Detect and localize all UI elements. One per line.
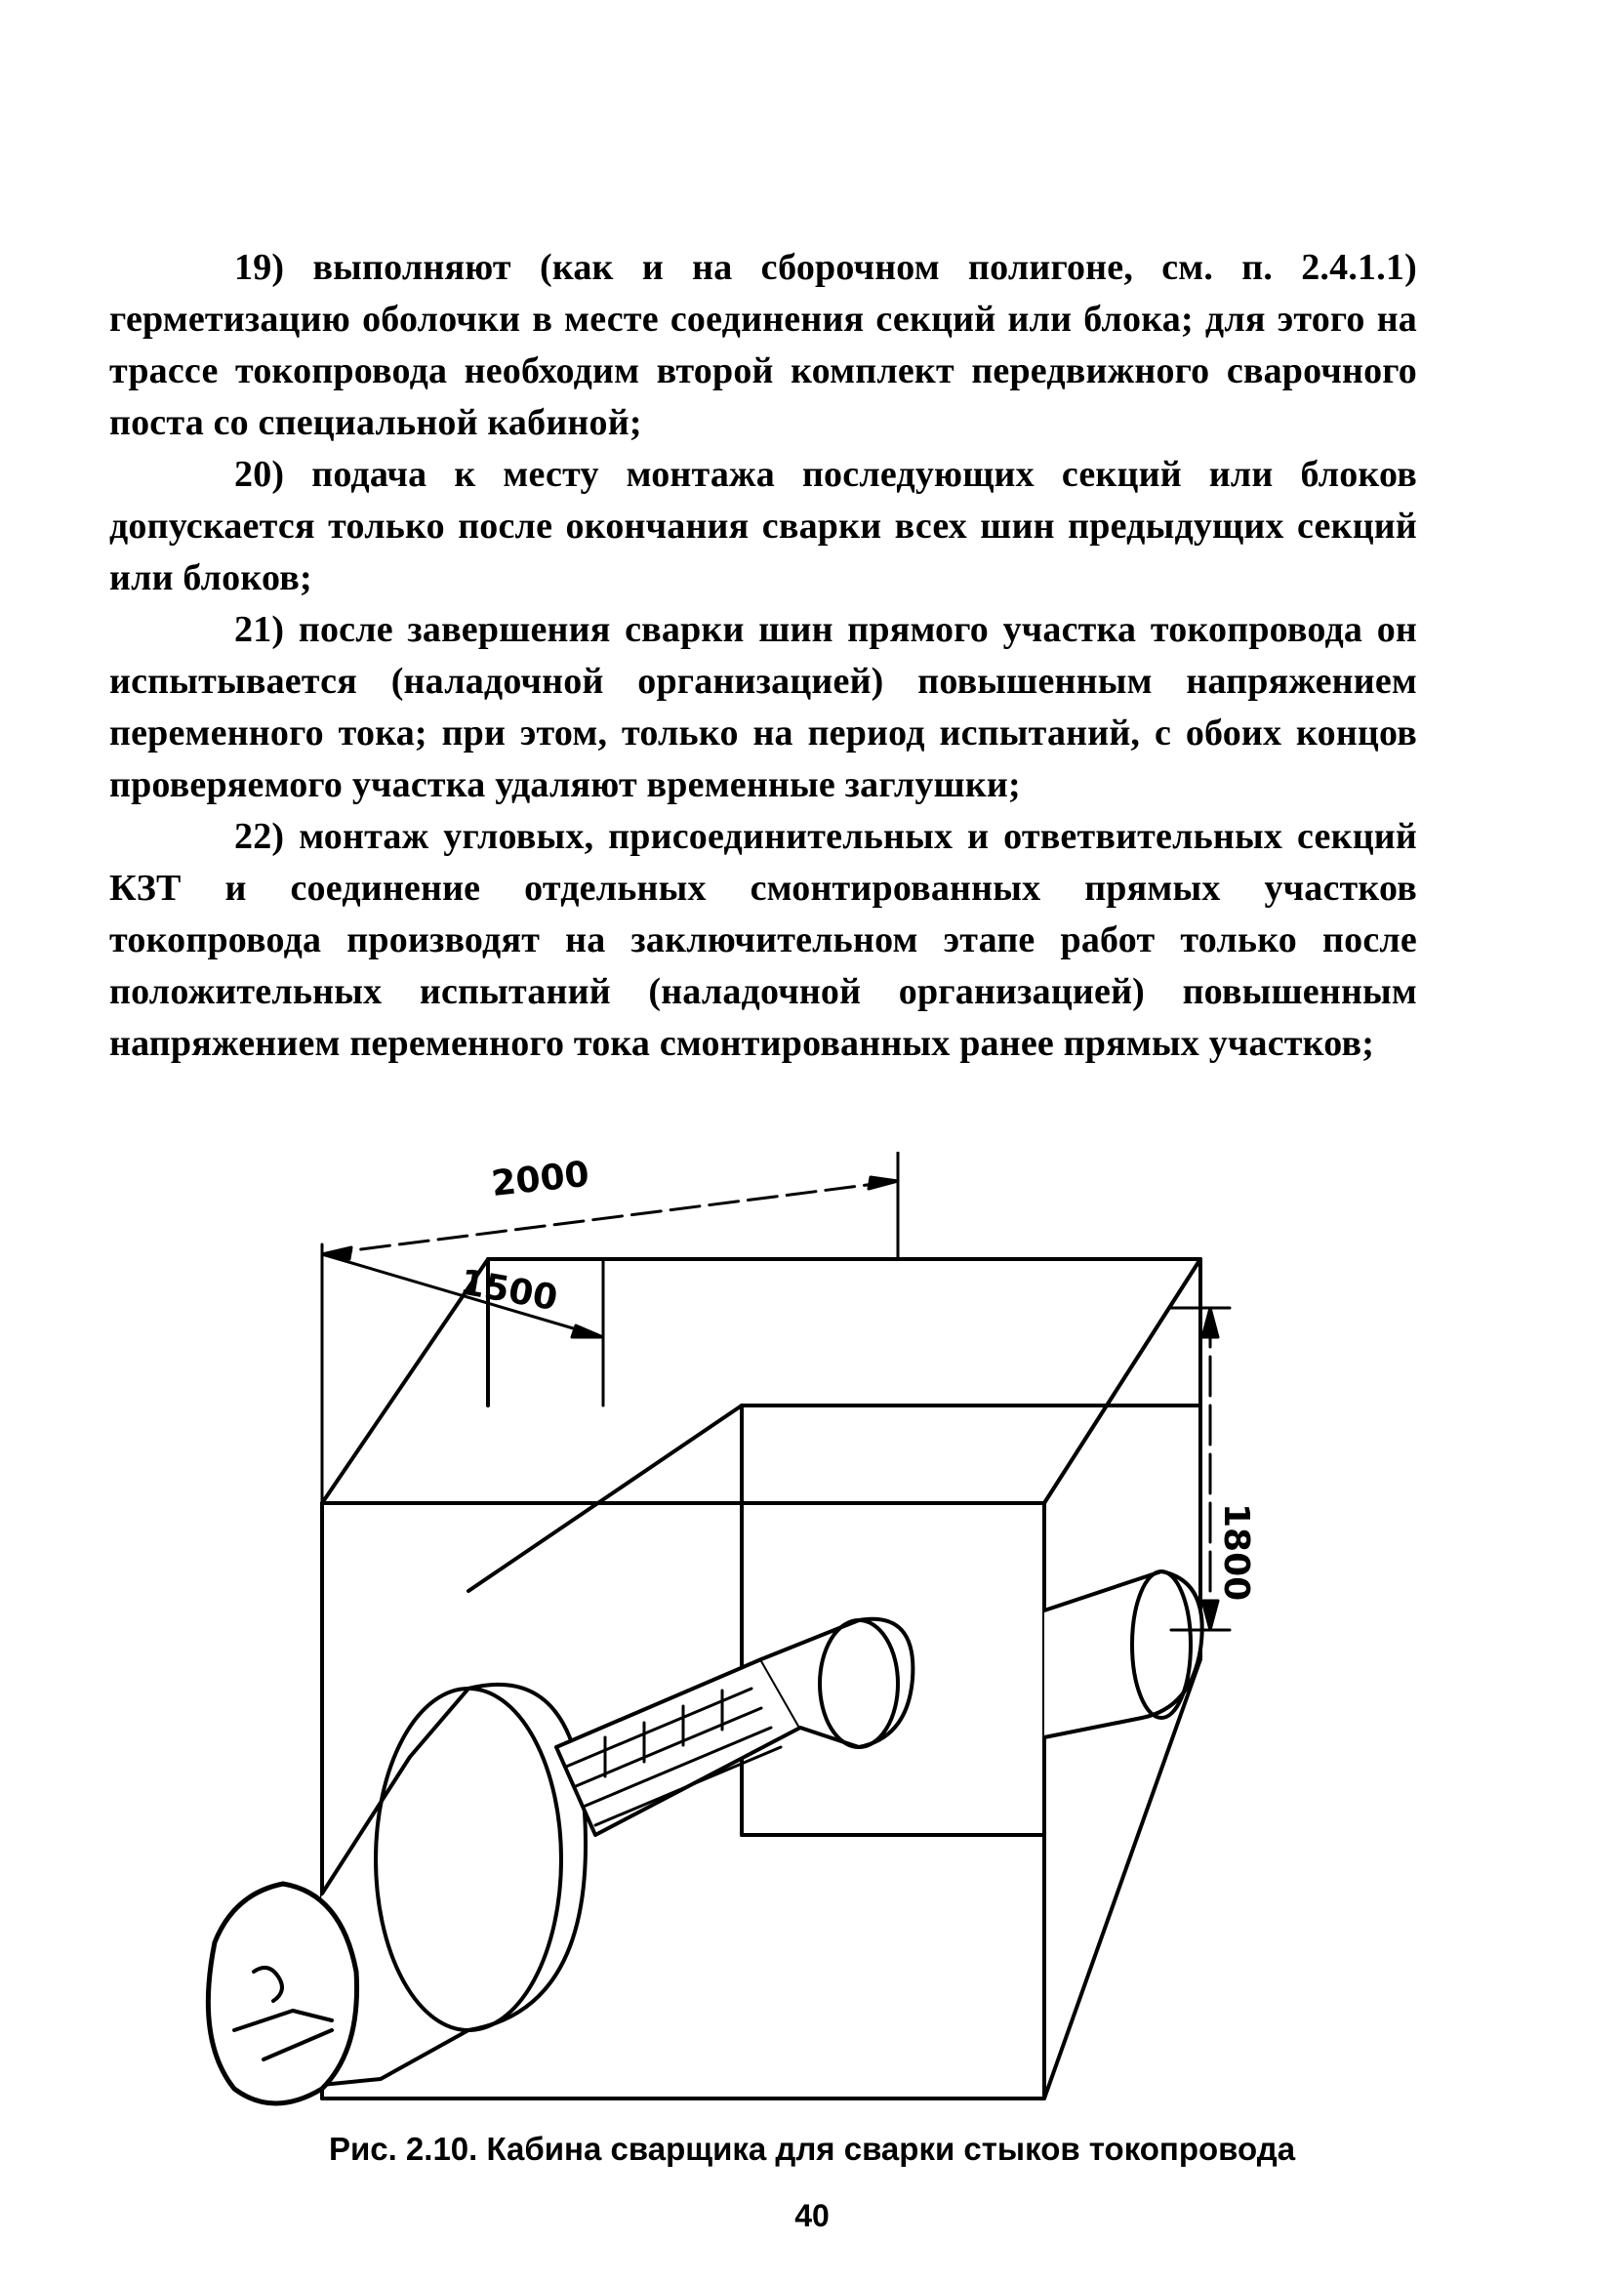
paragraph-21: 21) после завершения сварки шин прямого участка токопровода он испытывается (наладочной организацией) повышенным напряжением переменного тока; при этом, только на период испытаний, с обоих концов проверяемого участка удаляют временные заглушки; bbox=[109, 609, 1417, 805]
body-text bbox=[109, 242, 1417, 1070]
welder-cabin-figure bbox=[176, 1152, 1347, 2128]
paragraph-22: 22) монтаж угловых, присоединительных и ответвительных секций КЗТ и соединение отдельных смонтированных прямых участков токопровода производят на заключительном этапе работ только после положительных испытаний (наладочной организацией) повышенным напряжением переменного тока смонтированных ранее прямых участков; bbox=[109, 816, 1417, 1064]
paragraph-20: 20) подача к месту монтажа последующих секций или блоков допускается только после окончания сварки всех шин предыдущих секций или блоков; bbox=[109, 454, 1417, 598]
paragraph-19: 19) выполняют (как и на сборочном полигоне, см. п. 2.4.1.1) герметизацию оболочки в месте соединения секций или блока; для этого на трассе токопровода необходим второй комплект передвижного сварочного поста со специальной кабиной; bbox=[109, 247, 1417, 443]
page-number: 40 bbox=[794, 2198, 830, 2233]
dim-width-label: 2000 bbox=[489, 1154, 591, 1204]
dim-depth-label: 1500 bbox=[457, 1262, 561, 1320]
dim-height-label: 1800 bbox=[1216, 1503, 1256, 1602]
welder-cabin-drawing bbox=[176, 1152, 1347, 2128]
figure-caption: Рис. 2.10. Кабина сварщика для сварки стыков токопровода bbox=[328, 2131, 1296, 2167]
